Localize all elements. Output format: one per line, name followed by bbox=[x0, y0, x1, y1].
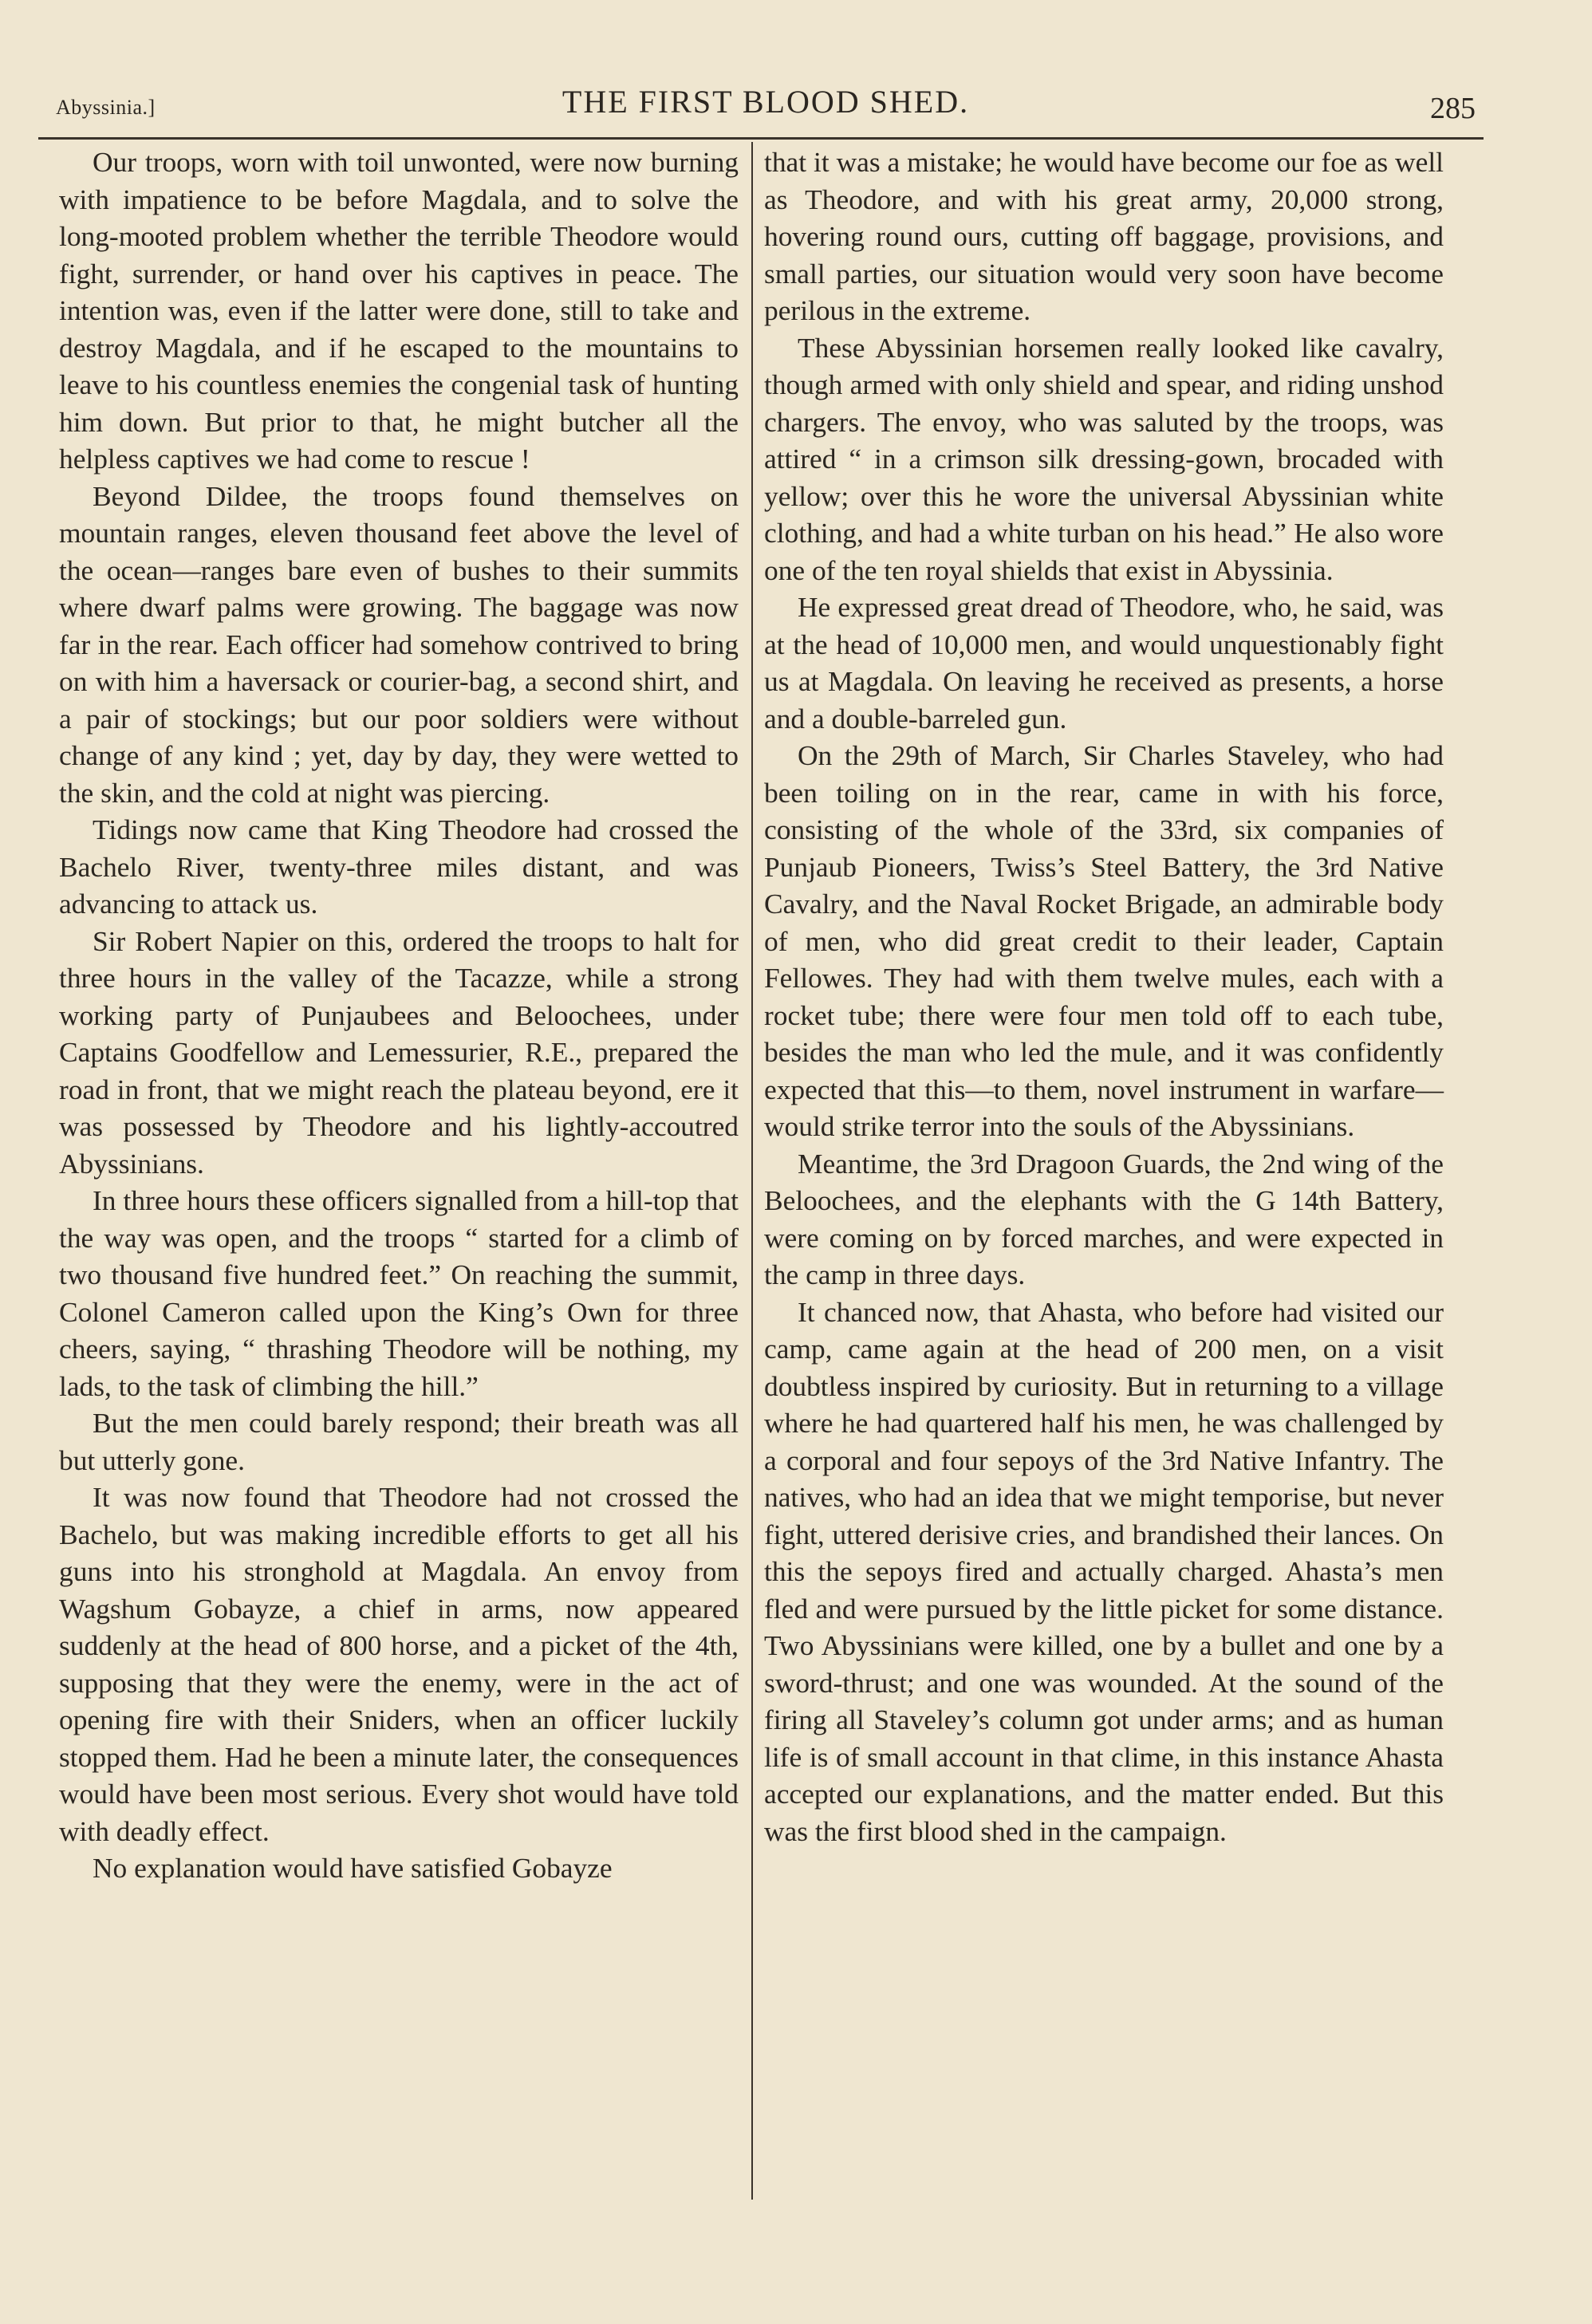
left-column bbox=[59, 144, 739, 2236]
section-label: Abyssinia.] bbox=[56, 96, 156, 119]
paragraph: It chanced now, that Ahasta, who before had visited our camp, came again at the head of 200 men, on a visit doubtless inspired by curiosity. But in returning to a village where he had quartered half his men, he was challenged by a corporal and four sepoys of the 3rd Native Infantry. The natives, who had an idea that we might temporise, but never fight, uttered derisive cries, and brandished their lances. On this the sepoys fired and actually charged. Ahasta’s men fled and were pursued by the little picket for some distance. Two Abyssinians were killed, one by a bullet and one by a sword-thrust; and one was wounded. At the sound of the firing all Staveley’s column got under arms; and as human life is of small account in that clime, in this instance Ahasta accepted our explanations, and the matter ended. But this was the first blood shed in the campaign. bbox=[764, 1295, 1444, 1847]
page-number: 285 bbox=[1430, 92, 1476, 125]
page-title: THE FIRST BLOOD SHED. bbox=[562, 84, 970, 120]
right-column bbox=[764, 144, 1444, 2236]
paragraph: Meantime, the 3rd Dragoon Guards, the 2nd wing of the Beloochees, and the elephants with the G 14th Battery, were coming on by forced marches, and were expected in the camp in three days. bbox=[764, 1147, 1444, 1290]
paragraph: On the 29th of March, Sir Charles Staveley, who had been toiling on in the rear, came in with his force, consisting of the whole of the 33rd, six companies of Punjaub Pioneers, Twiss’s Steel Battery, the 3rd Native Cavalry, and the Naval Rocket Brigade, an admirable body of men, who did great credit to their leader, Captain Fellowes. They had with them twelve mules, each with a rocket tube; there were four men told off to each tube, besides the man who led the mule, and it was confidently expected that this—to them, novel instrument in warfare—would strike terror into the souls of the Abyssinians. bbox=[764, 739, 1444, 1142]
paragraph: Beyond Dildee, the troops found themselves on mountain ranges, eleven thousand feet above the level of the ocean—ranges bare even of bushes to their summits where dwarf palms were growing. The baggage was now far in the rear. Each officer had somehow contrived to bring on with him a haversack or courier-bag, a second shirt, and a pair of stockings; but our poor soldiers were without change of any kind ; yet, day by day, they were wetted to the skin, and the cold at night was piercing. bbox=[59, 479, 739, 809]
paragraph: But the men could barely respond; their breath was all but utterly gone. bbox=[59, 1407, 739, 1476]
paragraph: No explanation would have satisfied Gobayze bbox=[93, 1852, 613, 1884]
paragraph: In three hours these officers signalled from a hill-top that the way was open, and the troops “ started for a climb of two thousand five hundred feet.” On reaching the summit, Colonel Cameron called upon the King’s Own for three cheers, saying, “ thrashing Theodore will be nothing, my lads, to the task of climbing the hill.” bbox=[59, 1184, 739, 1402]
running-header bbox=[56, 78, 1476, 134]
paragraph: He expressed great dread of Theodore, who, he said, was at the head of 10,000 men, and would unquestionably fight us at Magdala. On leaving he received as presents, a horse and a double-barreled gun. bbox=[764, 591, 1444, 735]
paragraph: Sir Robert Napier on this, ordered the troops to halt for three hours in the valley of the Tacazze, while a strong working party of Punjaubees and Beloochees, under Captains Goodfellow and Lemessurier, R.E., prepared the road in front, that we might reach the plateau beyond, ere it was possessed by Theodore and his lightly-accoutred Abyssinians. bbox=[59, 924, 739, 1180]
header-rule bbox=[38, 137, 1484, 140]
paragraph-continuation: that it was a mistake; he would have become our foe as well as Theodore, and with his great army, 20,000 strong, hovering round ours, cutting off baggage, provisions, and small parties, our situation would very soon have become perilous in the extreme. bbox=[764, 146, 1444, 326]
paragraph: Our troops, worn with toil unwonted, were now burning with impatience to be before Magdala, and to solve the long-mooted problem whether the terrible Theodore would fight, surrender, or hand over his captives in peace. The intention was, even if the latter were done, still to take and destroy Magdala, and if he escaped to the mountains to leave to his countless enemies the congenial task of hunting him down. But prior to that, he might butcher all the helpless captives we had come to rescue ! bbox=[59, 146, 739, 475]
paragraph: Tidings now came that King Theodore had crossed the Bachelo River, twenty-three miles distant, and was advancing to attack us. bbox=[59, 813, 739, 920]
paragraph: It was now found that Theodore had not crossed the Bachelo, but was making incredible efforts to get all his guns into his stronghold at Magdala. An envoy from Wagshum Gobayze, a chief in arms, now appeared suddenly at the head of 800 horse, and a picket of the 4th, supposing that they were the enemy, were in the act of opening fire with their Sniders, when an officer luckily stopped them. Had he been a minute later, the consequences would have been most serious. Every shot would have told with deadly effect. bbox=[59, 1481, 739, 1847]
column-divider bbox=[751, 142, 753, 2200]
paragraph: These Abyssinian horsemen really looked like cavalry, though armed with only shield and spear, and riding unshod chargers. The envoy, who was saluted by the troops, was attired “ in a crimson silk dressing-gown, brocaded with yellow; over this he wore the universal Abyssinian white clothing, and had a white turban on his head.” He also wore one of the ten royal shields that exist in Abyssinia. bbox=[764, 331, 1444, 586]
